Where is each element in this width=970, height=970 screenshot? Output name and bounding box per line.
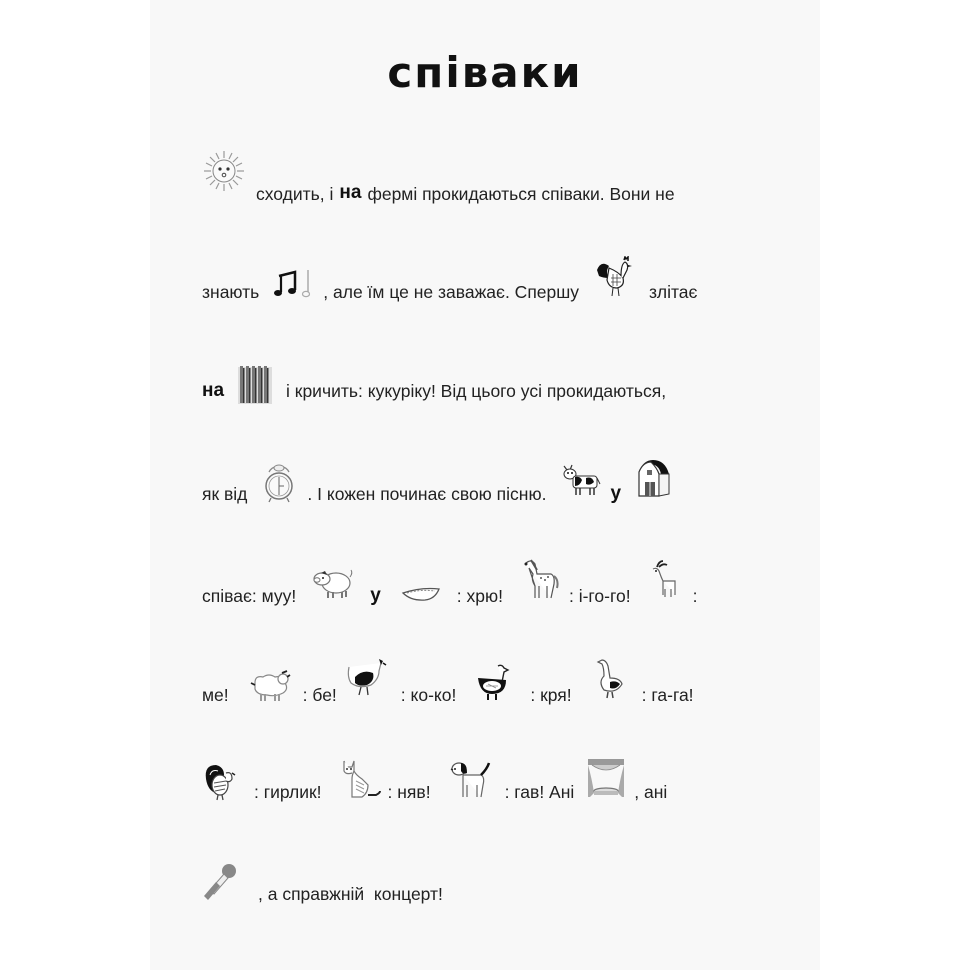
story-line-3 [202, 354, 782, 414]
story-line-8 [202, 856, 782, 916]
turkey-icon [202, 761, 238, 801]
rooster-icon [595, 256, 635, 300]
text-segment: : га-га! [641, 684, 694, 705]
text-segment: злітає [649, 281, 698, 302]
text-segment: співає: муу! [202, 585, 297, 606]
story-line-6 [202, 658, 782, 718]
text-segment: : бе! [302, 684, 337, 705]
story-line-4 [202, 458, 782, 518]
story-line-5 [202, 560, 782, 620]
text-segment: фермі прокидаються співаки. Вони не [367, 183, 675, 204]
dog-icon [449, 759, 491, 799]
bold-word: на [339, 182, 362, 203]
barn-icon [635, 458, 671, 498]
duck-icon [476, 662, 512, 702]
text-segment: . І кожен починає свою пісню. [307, 483, 547, 504]
text-segment: , а справжній концерт! [258, 883, 443, 904]
text-segment: і кричить: кукуріку! Від цього усі прокидаються, [286, 380, 667, 401]
stage-icon [588, 759, 624, 799]
text-segment: : і-го-го! [568, 585, 631, 606]
microphone-icon [202, 862, 238, 902]
text-segment: : хрю! [456, 585, 503, 606]
text-segment: знають [202, 281, 260, 302]
alarm-clock-icon [263, 464, 295, 504]
text-segment: , але їм це не заважає. Спершу [323, 281, 580, 302]
sun-icon [202, 149, 246, 193]
pig-icon [312, 567, 354, 601]
story-line-2 [202, 254, 782, 314]
music-notes-icon [273, 268, 315, 300]
bold-word: у [610, 483, 622, 504]
goat-icon [649, 559, 679, 601]
text-segment: : гирлик! [254, 781, 322, 802]
sheep-icon [249, 669, 291, 703]
bold-word: у [370, 585, 381, 606]
text-segment: як від [202, 483, 248, 504]
text-segment: ме! [202, 684, 229, 705]
trough-icon [401, 585, 441, 603]
goose-icon [594, 658, 624, 702]
book-page [150, 0, 820, 970]
story-line-7 [202, 755, 782, 815]
story-line-1 [202, 155, 782, 215]
hen-icon [345, 657, 387, 699]
fence-icon [238, 364, 272, 404]
page-title: співаки [387, 48, 583, 97]
text-segment: : ко-ко! [400, 684, 457, 705]
horse-icon [521, 558, 559, 602]
text-segment: : кря! [530, 684, 572, 705]
text-segment: , ані [634, 781, 668, 802]
text-segment: : няв! [387, 781, 431, 802]
text-segment: сходить, і [256, 183, 334, 204]
cow-icon [562, 462, 602, 498]
text-segment: : гав! Ані [504, 781, 575, 802]
cat-icon [340, 759, 382, 799]
bold-word: на [202, 380, 225, 401]
text-segment: : [692, 585, 698, 606]
